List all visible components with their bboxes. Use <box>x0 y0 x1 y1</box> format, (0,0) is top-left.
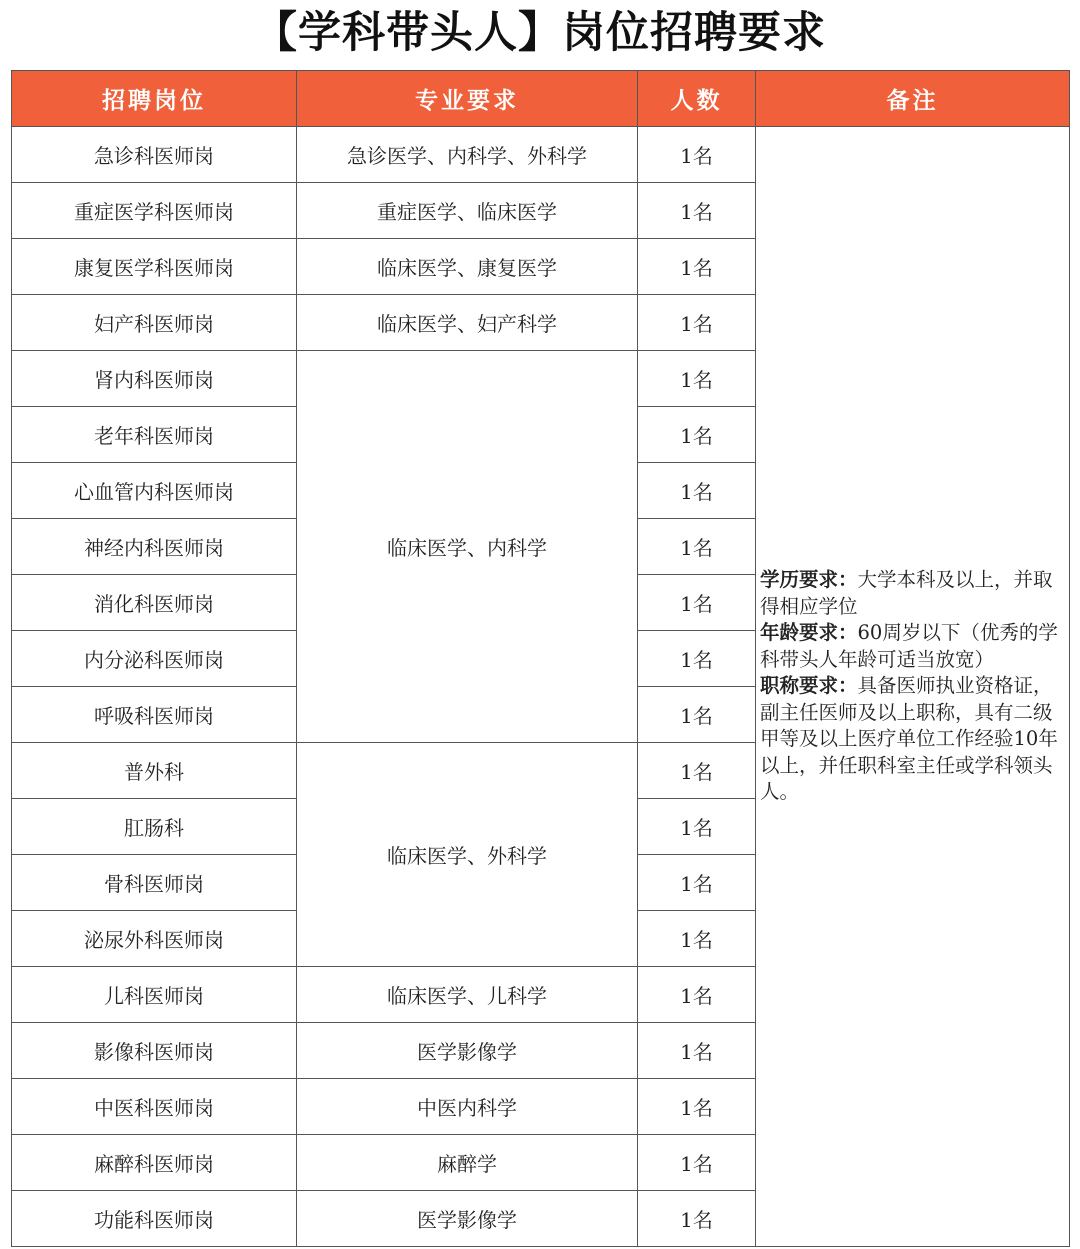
major-cell: 临床医学、康复医学 <box>297 239 638 295</box>
count-cell: 1名 <box>638 239 756 295</box>
count-cell: 1名 <box>638 295 756 351</box>
position-cell: 急诊科医师岗 <box>12 127 297 183</box>
count-cell: 1名 <box>638 463 756 519</box>
count-cell: 1名 <box>638 967 756 1023</box>
count-cell: 1名 <box>638 799 756 855</box>
position-cell: 儿科医师岗 <box>12 967 297 1023</box>
count-cell: 1名 <box>638 911 756 967</box>
major-cell: 临床医学、儿科学 <box>297 967 638 1023</box>
major-cell: 临床医学、内科学 <box>297 351 638 743</box>
count-cell: 1名 <box>638 1079 756 1135</box>
major-cell: 临床医学、妇产科学 <box>297 295 638 351</box>
major-cell: 麻醉学 <box>297 1135 638 1191</box>
position-cell: 呼吸科医师岗 <box>12 687 297 743</box>
position-cell: 康复医学科医师岗 <box>12 239 297 295</box>
count-cell: 1名 <box>638 127 756 183</box>
position-cell: 麻醉科医师岗 <box>12 1135 297 1191</box>
table-row <box>12 127 1070 183</box>
position-cell: 中医科医师岗 <box>12 1079 297 1135</box>
header-major: 专业要求 <box>297 71 638 127</box>
position-cell: 肛肠科 <box>12 799 297 855</box>
age-text: 60周岁以下（优秀的学科带头人年龄可适当放宽） <box>760 621 1058 671</box>
count-cell: 1名 <box>638 687 756 743</box>
age-label: 年龄要求： <box>760 621 858 645</box>
count-cell: 1名 <box>638 183 756 239</box>
position-cell: 神经内科医师岗 <box>12 519 297 575</box>
note-cell <box>756 127 1070 1247</box>
major-cell: 医学影像学 <box>297 1023 638 1079</box>
education-text: 大学本科及以上，并取得相应学位 <box>760 568 1053 618</box>
count-cell: 1名 <box>638 407 756 463</box>
header-position: 招聘岗位 <box>12 71 297 127</box>
education-label: 学历要求： <box>760 568 858 592</box>
count-cell: 1名 <box>638 575 756 631</box>
count-cell: 1名 <box>638 855 756 911</box>
count-cell: 1名 <box>638 519 756 575</box>
position-cell: 重症医学科医师岗 <box>12 183 297 239</box>
major-cell: 急诊医学、内科学、外科学 <box>297 127 638 183</box>
position-cell: 泌尿外科医师岗 <box>12 911 297 967</box>
position-cell: 老年科医师岗 <box>12 407 297 463</box>
major-cell: 临床医学、外科学 <box>297 743 638 967</box>
header-note: 备注 <box>756 71 1070 127</box>
position-cell: 骨科医师岗 <box>12 855 297 911</box>
recruitment-table <box>11 70 1070 1247</box>
major-cell: 医学影像学 <box>297 1191 638 1247</box>
position-cell: 普外科 <box>12 743 297 799</box>
table-header-row <box>12 71 1070 127</box>
position-cell: 肾内科医师岗 <box>12 351 297 407</box>
page-title: 【学科带头人】岗位招聘要求 <box>254 8 826 58</box>
count-cell: 1名 <box>638 1191 756 1247</box>
count-cell: 1名 <box>638 743 756 799</box>
position-cell: 消化科医师岗 <box>12 575 297 631</box>
position-cell: 功能科医师岗 <box>12 1191 297 1247</box>
title-requirement-label: 职称要求： <box>760 674 858 698</box>
count-cell: 1名 <box>638 631 756 687</box>
header-count: 人数 <box>638 71 756 127</box>
count-cell: 1名 <box>638 1135 756 1191</box>
position-cell: 影像科医师岗 <box>12 1023 297 1079</box>
title-requirement-text: 具备医师执业资格证，副主任医师及以上职称，具有二级甲等及以上医疗单位工作经验10年以上，并任职科室主任或学科领头人。 <box>760 674 1058 804</box>
position-cell: 内分泌科医师岗 <box>12 631 297 687</box>
major-cell: 重症医学、临床医学 <box>297 183 638 239</box>
count-cell: 1名 <box>638 351 756 407</box>
major-cell: 中医内科学 <box>297 1079 638 1135</box>
position-cell: 妇产科医师岗 <box>12 295 297 351</box>
position-cell: 心血管内科医师岗 <box>12 463 297 519</box>
count-cell: 1名 <box>638 1023 756 1079</box>
